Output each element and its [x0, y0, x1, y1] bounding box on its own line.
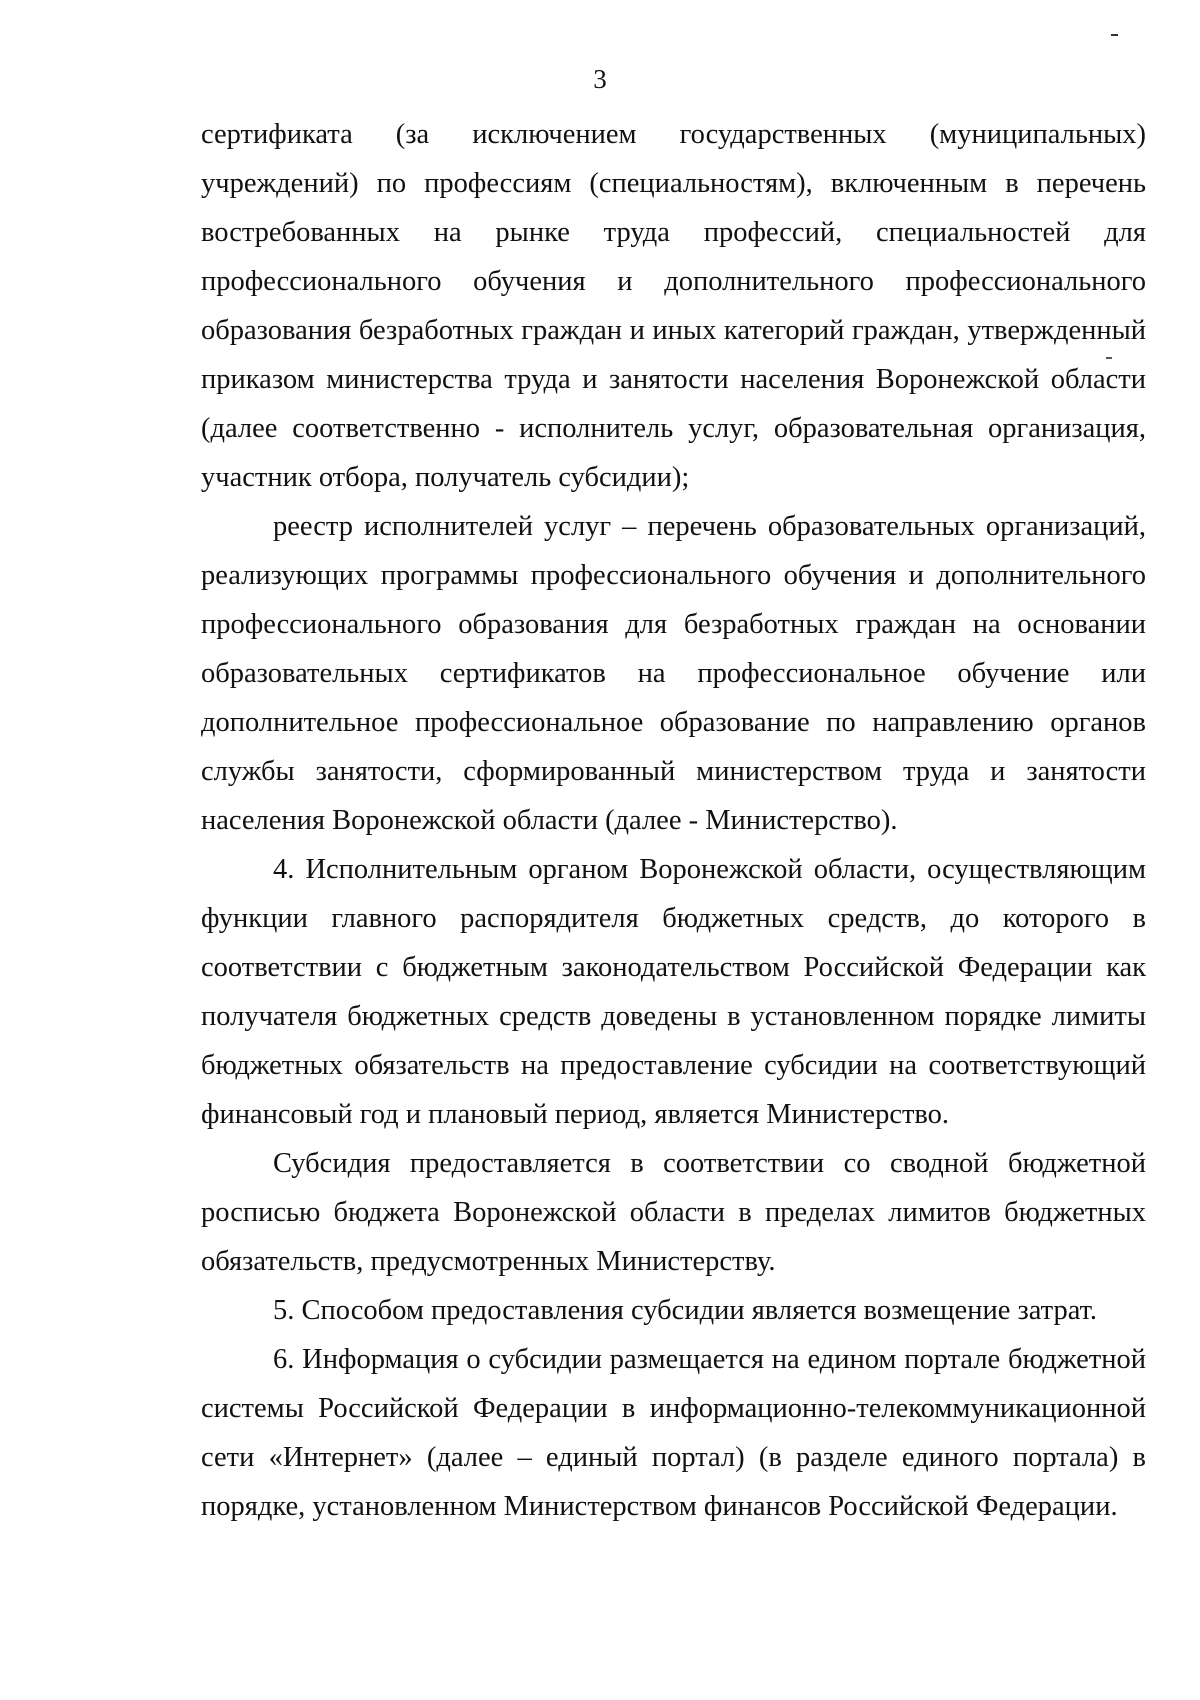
paragraph [201, 110, 1146, 502]
text-line: Субсидия предоставляется в соответствии со сводной бюджетной [273, 1148, 1146, 1179]
text-line: сертификата (за исключением государственных (муниципальных) [201, 119, 1146, 150]
page-number: 3 [593, 64, 607, 94]
text-line: сети «Интернет» (далее – единый портал) (в разделе единого портала) в [201, 1442, 1146, 1473]
text-line: обязательств, предусмотренных Министерству. [201, 1246, 776, 1277]
text-line: 4. Исполнительным органом Воронежской области, осуществляющим [273, 854, 1146, 885]
text-line: службы занятости, сформированный министерством труда и занятости [201, 756, 1146, 787]
text-line: дополнительное профессиональное образование по направлению органов [201, 707, 1146, 738]
text-line: реализующих программы профессионального обучения и дополнительного [201, 560, 1146, 591]
scan-mark [1111, 34, 1118, 36]
document-body [201, 110, 1146, 1531]
text-line: финансовый год и плановый период, является Министерство. [201, 1099, 950, 1130]
text-line: получателя бюджетных средств доведены в установленном порядке лимиты [201, 1001, 1146, 1032]
text-line: функции главного распорядителя бюджетных средств, до которого в [201, 903, 1146, 934]
text-line: реестр исполнителей услуг – перечень образовательных организаций, [273, 511, 1146, 542]
paragraph [201, 1139, 1146, 1286]
text-line: востребованных на рынке труда профессий, специальностей для [201, 217, 1146, 248]
paragraph [201, 845, 1146, 1139]
text-line: приказом министерства труда и занятости населения Воронежской области [201, 364, 1146, 395]
text-line: (далее соответственно - исполнитель услуг, образовательная организация, [201, 413, 1146, 444]
text-line: 6. Информация о субсидии размещается на едином портале бюджетной [273, 1344, 1146, 1375]
text-line: участник отбора, получатель субсидии); [201, 462, 690, 493]
text-line: бюджетных обязательств на предоставление субсидии на соответствующий [201, 1050, 1146, 1081]
text-line: системы Российской Федерации в информационно-телекоммуникационной [201, 1393, 1146, 1424]
text-line: соответствии с бюджетным законодательством Российской Федерации как [201, 952, 1146, 983]
paragraph [201, 502, 1146, 845]
paragraph [201, 1286, 1146, 1335]
text-line: росписью бюджета Воронежской области в пределах лимитов бюджетных [201, 1197, 1146, 1228]
text-line: профессионального обучения и дополнительного профессионального [201, 266, 1146, 297]
text-line: 5. Способом предоставления субсидии является возмещение затрат. [273, 1295, 1098, 1326]
text-line: образовательных сертификатов на профессиональное обучение или [201, 658, 1146, 689]
paragraph [201, 1335, 1146, 1531]
text-line: населения Воронежской области (далее - Министерство). [201, 805, 898, 836]
text-line: профессионального образования для безработных граждан на основании [201, 609, 1146, 640]
text-line: образования безработных граждан и иных категорий граждан, утвержденный [201, 315, 1146, 346]
text-line: порядке, установленном Министерством финансов Российской Федерации. [201, 1491, 1118, 1522]
text-line: учреждений) по профессиям (специальностям), включенным в перечень [201, 168, 1146, 199]
